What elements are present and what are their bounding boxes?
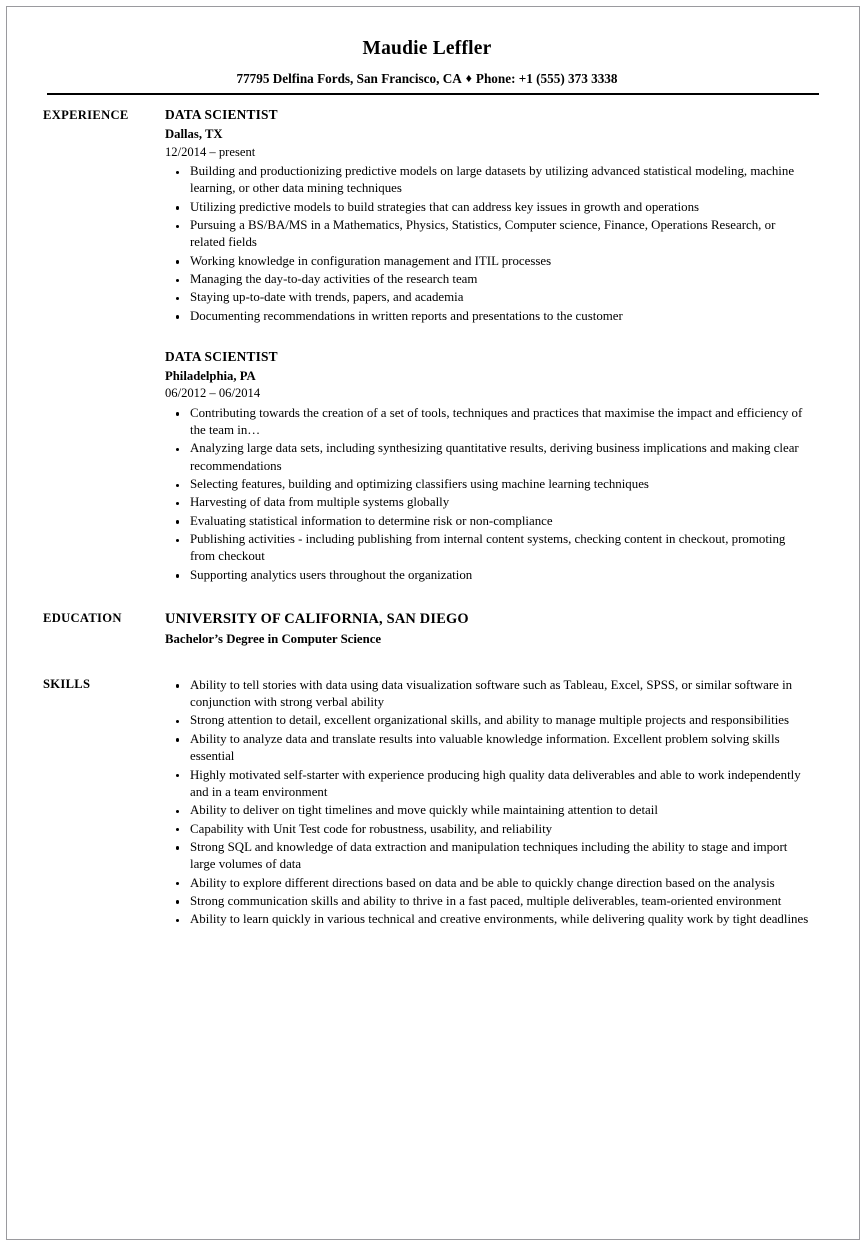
skills-body [165,676,811,929]
list-item: Capability with Unit Test code for robustness, usability, and reliability [165,821,811,838]
list-item: Pursuing a BS/BA/MS in a Mathematics, Physics, Statistics, Computer science, Finance, Operations Research, or related fields [165,217,811,252]
job-location: Dallas, TX [165,127,223,142]
resume-content [7,7,859,1239]
job-entry [165,107,811,325]
list-item: Highly motivated self-starter with experience producing high quality data deliverables and able to work independently and in a team environment [165,767,811,802]
list-item: Ability to analyze data and translate results into valuable knowledge information. Excellent problem solving skills essential [165,731,811,766]
list-item: Publishing activities - including publishing from internal content systems, checking content in checkout, promoting from checkout [165,531,811,566]
list-item: Strong communication skills and ability to thrive in a fast paced, multiple deliverables, team-oriented environment [165,893,811,910]
section-label-education: EDUCATION [43,611,122,626]
job-dates: 06/2012 – 06/2014 [165,386,261,401]
school-name: UNIVERSITY OF CALIFORNIA, SAN DIEGO [165,611,469,628]
skills-list [165,677,811,929]
list-item: Strong attention to detail, excellent organizational skills, and ability to manage multiple projects and responsibilities [165,712,811,729]
list-item: Ability to tell stories with data using data visualization software such as Tableau, Excel, SPSS, or similar software in conjunction with strong verbal ability [165,677,811,712]
job-title: DATA SCIENTIST [165,349,278,365]
list-item: Selecting features, building and optimizing classifiers using machine learning techniques [165,476,811,493]
diamond-separator-icon: ♦ [465,71,472,86]
section-label-experience: EXPERIENCE [43,108,129,123]
list-item: Working knowledge in configuration management and ITIL processes [165,253,811,270]
job-dates: 12/2014 – present [165,144,256,159]
job-responsibilities-list [165,163,811,325]
list-item: Evaluating statistical information to determine risk or non-compliance [165,513,811,530]
list-item: Ability to deliver on tight timelines and move quickly while maintaining attention to detail [165,802,811,819]
degree-name: Bachelor’s Degree in Computer Science [165,632,382,647]
experience-section [43,107,811,584]
skills-section [43,676,811,929]
resume-header [43,37,811,95]
list-item: Ability to explore different directions based on data and be able to quickly change direction based on the analysis [165,875,811,892]
header-divider [47,93,819,95]
list-item: Building and productionizing predictive models on large datasets by utilizing advanced statistical modeling, machine learning, or other data mining techniques [165,163,811,198]
job-responsibilities-list [165,405,811,584]
list-item: Utilizing predictive models to build strategies that can address key issues in growth and operations [165,199,811,216]
resume-page [6,6,860,1240]
contact-address: 77795 Delfina Fords, San Francisco, CA [236,71,462,87]
contact-line [43,71,811,87]
education-section [43,610,811,648]
list-item: Contributing towards the creation of a set of tools, techniques and practices that maximise the impact and efficiency of the team in… [165,405,811,440]
list-item: Analyzing large data sets, including synthesizing quantitative results, deriving business implications and making clear recommendations [165,440,811,475]
job-entry [165,349,811,584]
list-item: Supporting analytics users throughout the organization [165,567,811,584]
education-body [165,610,811,648]
job-location: Philadelphia, PA [165,368,256,383]
list-item: Strong SQL and knowledge of data extraction and manipulation techniques including the ability to stage and import large volumes of data [165,839,811,874]
experience-body [165,107,811,584]
job-title: DATA SCIENTIST [165,107,278,123]
list-item: Harvesting of data from multiple systems globally [165,494,811,511]
contact-phone: Phone: +1 (555) 373 3338 [475,71,618,87]
list-item: Documenting recommendations in written reports and presentations to the customer [165,308,811,325]
section-label-skills: SKILLS [43,676,91,691]
candidate-name: Maudie Leffler [362,38,492,59]
list-item: Managing the day-to-day activities of the research team [165,271,811,288]
list-item: Staying up-to-date with trends, papers, and academia [165,289,811,306]
list-item: Ability to learn quickly in various technical and creative environments, while delivering quality work by tight deadlines [165,911,811,928]
